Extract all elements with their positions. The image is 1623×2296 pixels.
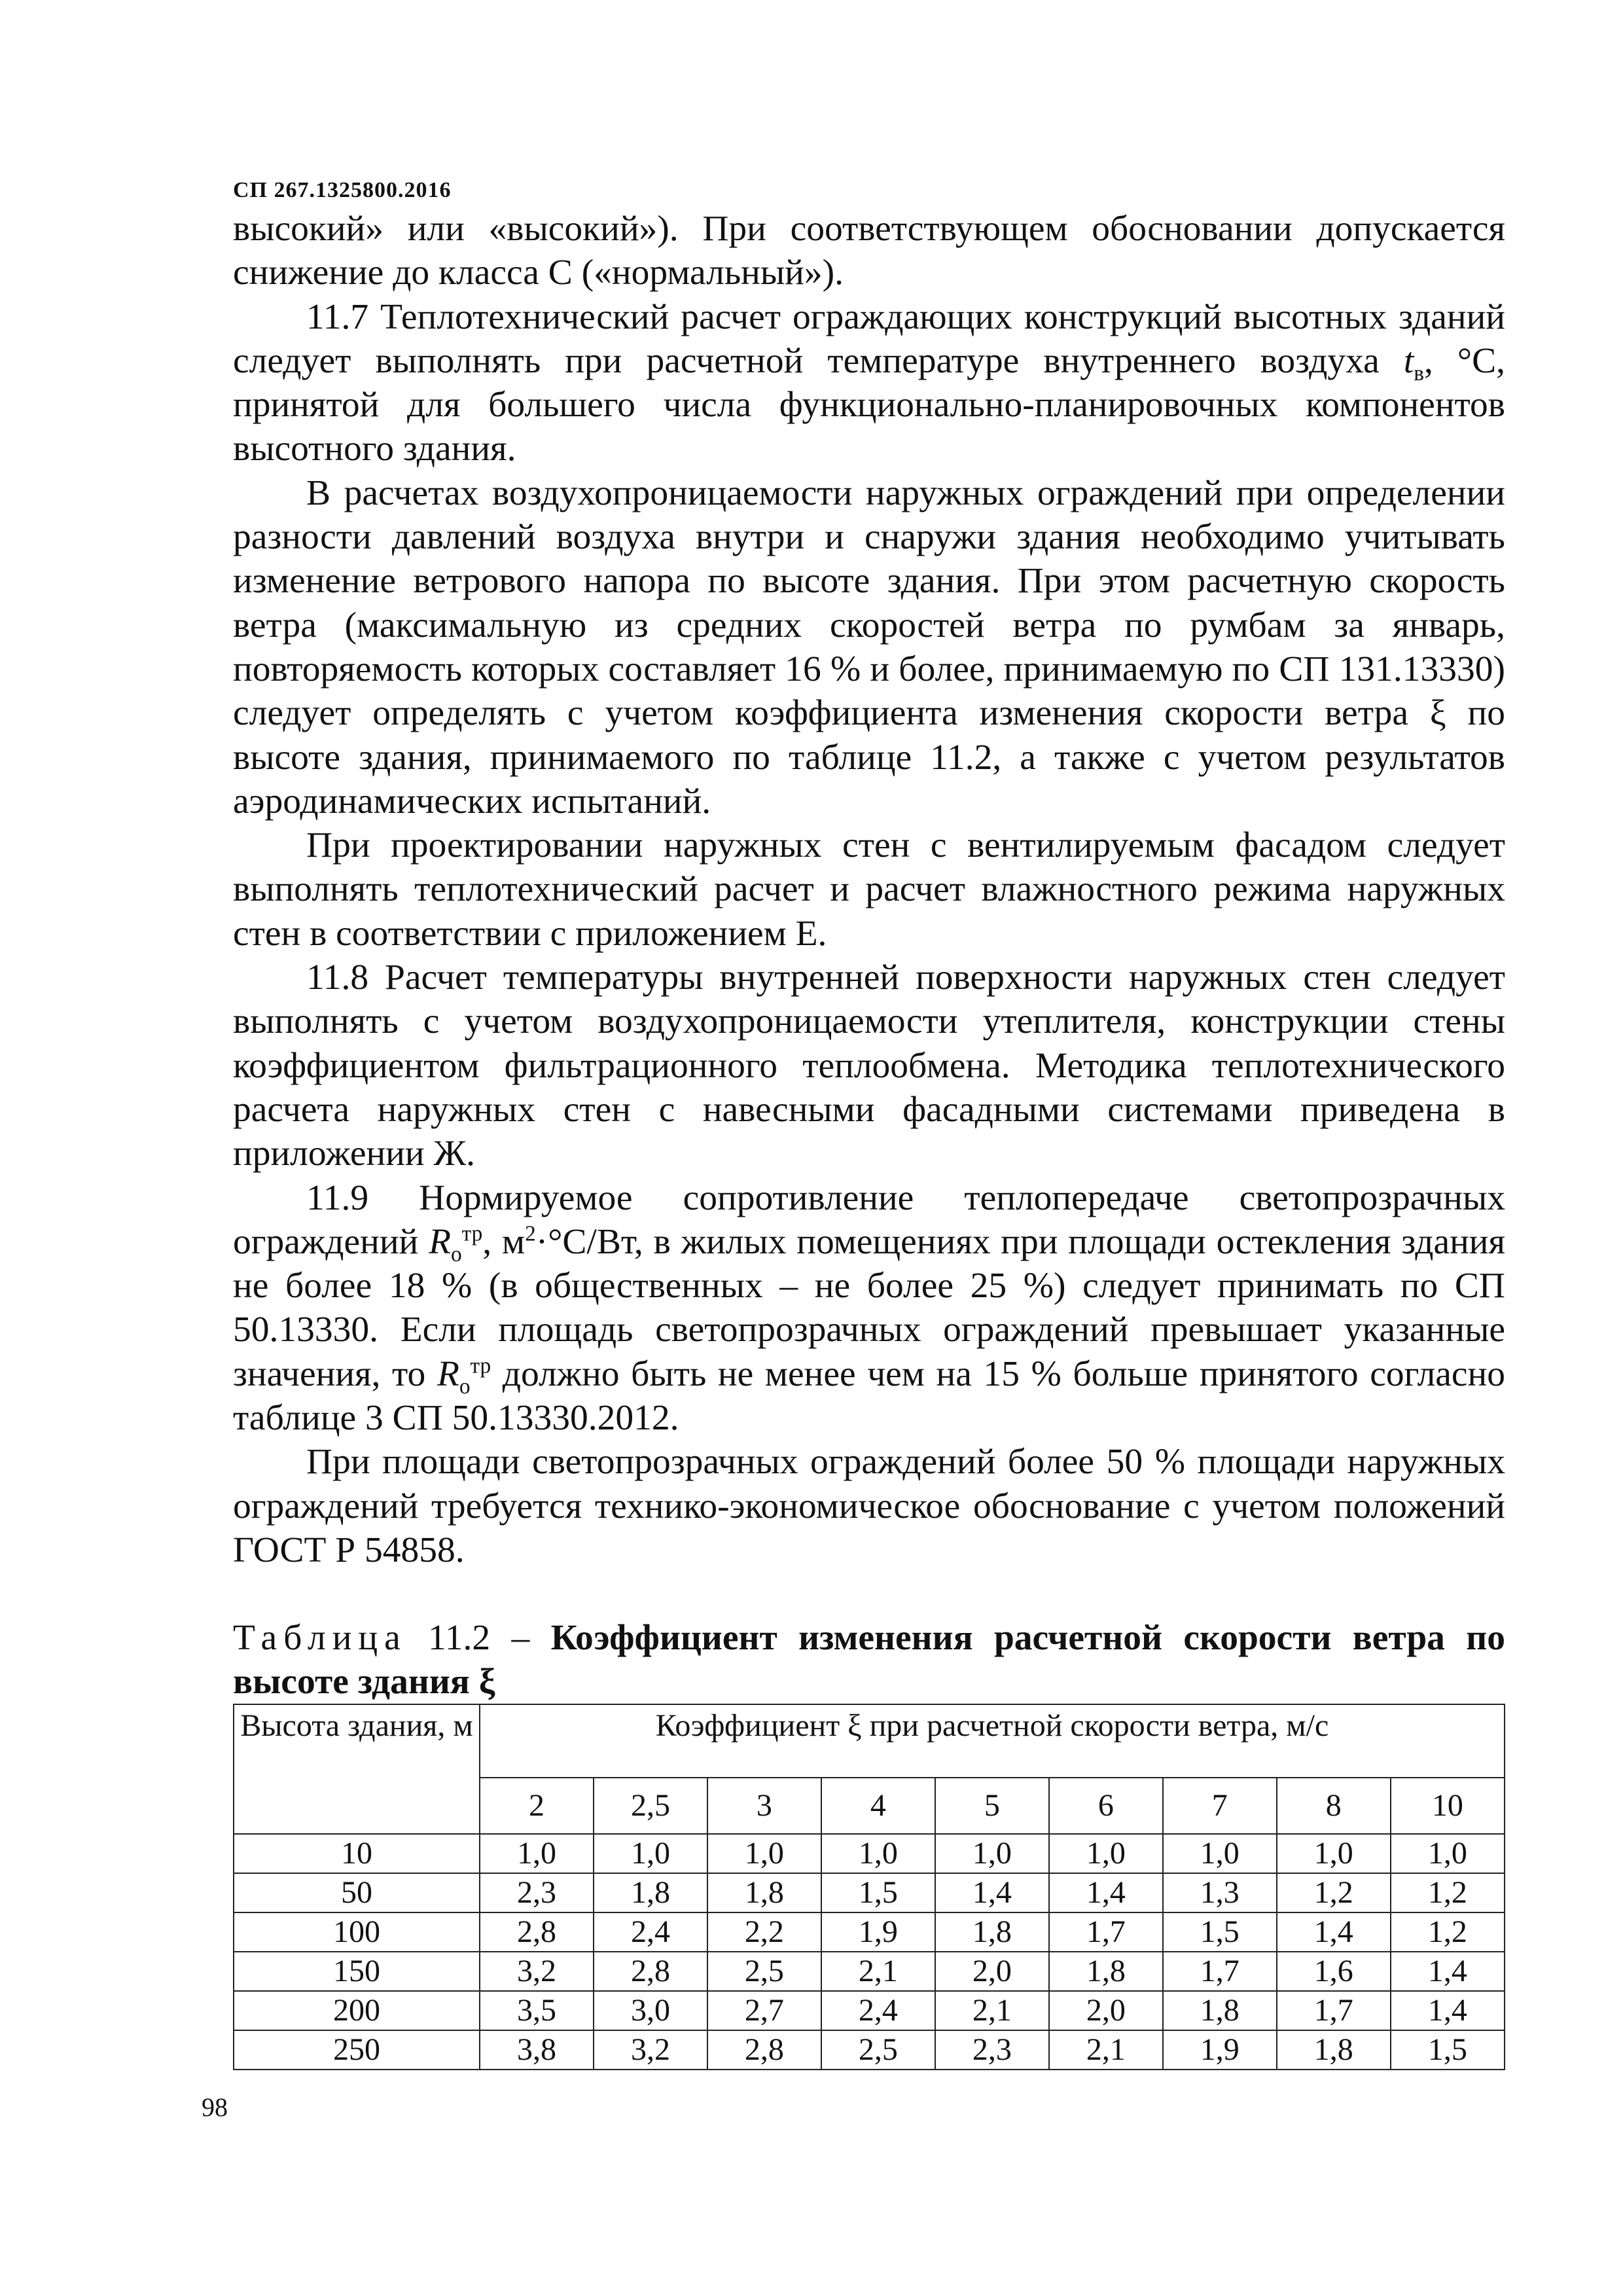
coefficient-cell: 1,3 [1163,1873,1277,1912]
column-header-height: Высота здания, м [234,1704,480,1834]
paragraph-text: 11.7 Теплотехнический расчет ограждающих конструкций высотных зданий следует выполнять при расчетной температуре внутреннего воздуха [233,296,1505,381]
document-code-header: СП 267.1325800.2016 [233,178,452,202]
coefficient-cell: 1,0 [821,1834,935,1873]
coefficient-cell: 1,2 [1391,1912,1505,1952]
coefficient-cell: 1,4 [1391,1952,1505,1991]
coefficient-cell: 1,8 [935,1912,1049,1952]
coefficient-cell: 1,0 [1391,1834,1505,1873]
variable-t: t [1403,340,1414,381]
table-row [234,1873,1505,1912]
coefficient-cell: 1,8 [594,1873,707,1912]
coefficient-cell: 1,4 [935,1873,1049,1912]
coefficient-cell: 2,0 [1049,1991,1163,2030]
coefficient-cell: 1,2 [1391,1873,1505,1912]
speed-header-cell: 2 [480,1778,594,1834]
coefficient-cell: 2,4 [594,1912,707,1952]
coefficient-cell: 2,1 [935,1991,1049,2030]
coefficient-cell: 2,0 [935,1952,1049,1991]
paragraph-11-9 [233,1176,1505,1441]
paragraph-text: ·°С/Вт, в жилых помещениях при площади остекления здания не более 18 % (в общественных – не более 25 %) следует принимать по СП 50.13330. Если площадь светопрозрачных ограждений превышает указанные значения, то [233,1221,1506,1394]
coefficient-cell: 1,0 [480,1834,594,1873]
coefficient-cell: 1,6 [1277,1952,1391,1991]
coefficient-cell: 1,8 [707,1873,821,1912]
coefficient-cell: 3,8 [480,2030,594,2070]
subscript-o: о [459,1374,471,1399]
coefficient-cell: 2,7 [707,1991,821,2030]
speed-header-cell: 3 [707,1778,821,1834]
paragraph-text: 11.9 Нормируемое сопротивление теплопередаче светопрозрачных ограждений [233,1177,1505,1262]
table-row [234,2030,1505,2070]
speed-header-cell: 7 [1163,1778,1277,1834]
speed-header-cell: 4 [821,1778,935,1834]
height-cell: 100 [234,1912,480,1952]
superscript-tr: тр [461,1221,483,1246]
coefficient-cell: 2,4 [821,1991,935,2030]
coefficient-cell: 1,5 [1163,1912,1277,1952]
coefficient-cell: 1,7 [1277,1991,1391,2030]
coefficient-cell: 2,8 [594,1952,707,1991]
speed-header-cell: 5 [935,1778,1049,1834]
paragraph-air-permeability: В расчетах воздухопроницаемости наружных ограждений при определении разности давлений воздуха внутри и снаружи здания необходимо учитывать изменение ветрового напора по высоте здания. При этом расчетную скорость ветра (максимальную из средних скоростей ветра по румбам за январь, повторяемость которых составляет 16 % и более, принимаемую по СП 131.13330) следует определять с учетом коэффициента изменения скорости ветра ξ по высоте здания, принимаемого по таблице 11.2, а также с учетом результатов аэродинамических испытаний. [233,473,1505,821]
coefficient-cell: 1,7 [1163,1952,1277,1991]
variable-r: R [437,1354,459,1394]
subscript-v: в [1414,361,1424,386]
coefficient-cell: 1,0 [707,1834,821,1873]
coefficient-cell: 2,5 [707,1952,821,1991]
coefficient-cell: 3,2 [480,1952,594,1991]
table-row [234,1834,1505,1873]
wind-coefficient-table [233,1704,1505,2070]
speed-header-cell: 6 [1049,1778,1163,1834]
coefficient-cell: 1,8 [1163,1991,1277,2030]
coefficient-cell: 1,7 [1049,1912,1163,1952]
height-cell: 200 [234,1991,480,2030]
coefficient-cell: 1,8 [1049,1952,1163,1991]
coefficient-cell: 3,0 [594,1991,707,2030]
coefficient-cell: 2,8 [480,1912,594,1952]
paragraph-11-8: 11.8 Расчет температуры внутренней поверхности наружных стен следует выполнять с учетом воздухопроницаемости утеплителя, конструкции стены коэффициентом фильтрационного теплообмена. Методика теплотехнического расчета наружных стен с навесными фасадными системами приведена в приложении Ж. [233,958,1505,1174]
speed-header-cell: 2,5 [594,1778,707,1834]
paragraph-continuation: высокий» или «высокий»). При соответствующем обосновании допускается снижение до класса С («нормальный»). [233,209,1505,293]
coefficient-cell: 1,0 [1163,1834,1277,1873]
coefficient-cell: 1,9 [821,1912,935,1952]
paragraph-text: должно быть не менее чем на 15 % больше принятого согласно таблице 3 СП 50.13330.2012. [233,1354,1505,1439]
coefficient-cell: 2,3 [935,2030,1049,2070]
coefficient-cell: 1,4 [1391,1991,1505,2030]
paragraph-11-7 [233,295,1505,471]
coefficient-cell: 2,5 [821,2030,935,2070]
coefficient-cell: 1,4 [1049,1873,1163,1912]
paragraph-ventilated-facade: При проектировании наружных стен с вентилируемым фасадом следует выполнять теплотехнический расчет и расчет влажностного режима наружных стен в соответствии с приложением Е. [233,825,1505,954]
coefficient-cell: 1,0 [1277,1834,1391,1873]
paragraph-glazing-area: При площади светопрозрачных ограждений более 50 % площади наружных ограждений требуется технико-экономическое обоснование с учетом положений ГОСТ Р 54858. [233,1442,1505,1570]
speed-header-cell: 8 [1277,1778,1391,1834]
coefficient-cell: 1,4 [1277,1912,1391,1952]
table-row [234,1912,1505,1952]
superscript-2: 2 [525,1221,536,1246]
height-cell: 10 [234,1834,480,1873]
document-body [233,207,1505,2070]
coefficient-cell: 2,8 [707,2030,821,2070]
paragraph-text: , °С, принятой для большего числа функционально-планировочных компонентов высотного здания. [233,340,1506,469]
variable-r: R [429,1221,451,1262]
coefficient-cell: 2,2 [707,1912,821,1952]
coefficient-cell: 1,9 [1163,2030,1277,2070]
table-caption-number: 11.2 – [406,1618,551,1659]
coefficient-cell: 3,5 [480,1991,594,2030]
coefficient-cell: 3,2 [594,2030,707,2070]
coefficient-cell: 1,2 [1277,1873,1391,1912]
coefficient-cell: 2,1 [821,1952,935,1991]
column-header-coefficient: Коэффициент ξ при расчетной скорости ветра, м/с [480,1704,1505,1778]
coefficient-cell: 1,0 [935,1834,1049,1873]
subscript-o: о [450,1242,462,1266]
superscript-tr: тр [470,1354,491,1378]
speed-header-cell: 10 [1391,1778,1505,1834]
coefficient-cell: 1,5 [1391,2030,1505,2070]
coefficient-cell: 1,0 [1049,1834,1163,1873]
height-cell: 250 [234,2030,480,2070]
page-number: 98 [202,2092,228,2122]
table-caption [233,1616,1505,1704]
table-row [234,1991,1505,2030]
coefficient-cell: 1,5 [821,1873,935,1912]
coefficient-cell: 2,3 [480,1873,594,1912]
coefficient-cell: 2,1 [1049,2030,1163,2070]
height-cell: 50 [234,1873,480,1912]
coefficient-cell: 1,8 [1277,2030,1391,2070]
table-caption-title: Коэффициент изменения расчетной скорости ветра по высоте здания ξ [233,1618,1505,1702]
paragraph-text: , м [482,1221,526,1262]
table-row [234,1952,1505,1991]
coefficient-cell: 1,0 [594,1834,707,1873]
height-cell: 150 [234,1952,480,1991]
table-caption-word: Таблица [233,1618,407,1659]
